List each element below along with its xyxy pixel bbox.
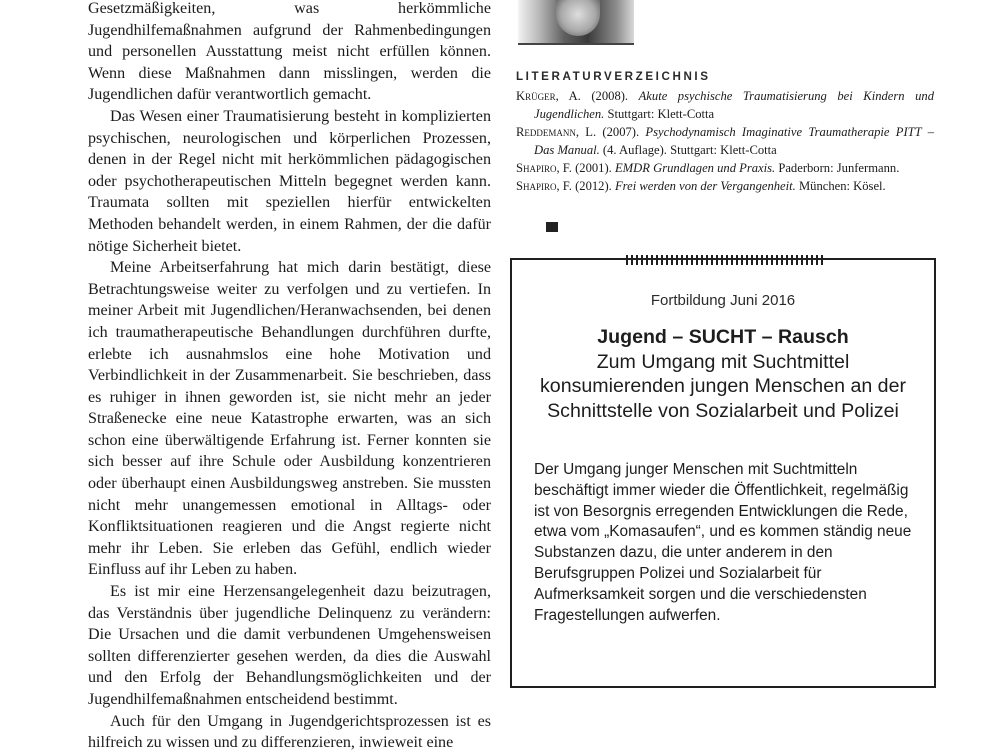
training-ad-box	[510, 258, 936, 688]
reference-title: Psychodynamisch Imaginative Traumatherapie PITT – Das Manual.	[534, 125, 934, 158]
references-list	[516, 87, 934, 196]
reference-publisher: (4. Auflage). Stuttgart: Klett-Cotta	[599, 143, 777, 158]
article-paragraph: Auch für den Umgang in Jugendgerichtsprozessen ist es hilfreich zu wissen und zu differenzieren, inwieweit eine	[88, 712, 491, 752]
article-column	[88, 0, 491, 752]
reference-author: Shapiro, F.	[516, 179, 572, 194]
reference-publisher: Stuttgart: Klett-Cotta	[604, 107, 715, 122]
reference-publisher: München: Kösel.	[795, 179, 886, 194]
reference-year: (2001).	[571, 161, 615, 176]
reference-year: (2012).	[571, 179, 615, 194]
reference-item	[516, 123, 934, 159]
ad-body: Der Umgang junger Menschen mit Suchtmitteln beschäftigt immer wieder die Öffentlichkeit, regelmäßig ist von Besorgnis erregenden Entwicklungen die Rede, etwa vom „Komasaufen“, und es kommen ständig neue Substanzen dazu, die unter anderem in den Berufsgruppen Polizei und Sozialarbeit für Aufmerksamkeit sorgen und die verschiedensten Fragestellungen aufwerfen.	[534, 461, 912, 624]
reference-item	[516, 159, 934, 177]
article-paragraph: Es ist mir eine Herzensangelegenheit dazu beizutragen, das Verständnis über jugendliche Delinquenz zu verändern: Die Ursachen und die damit verbundenen Umgehensweisen sollten differenzierter gesehen werden, da dies die Auswahl und den Erfolg der Behandlungsmöglichkeiten und der Jugendhilfemaßnahmen entscheidend bestimmt.	[88, 583, 491, 708]
reference-author: Krüger, A.	[516, 89, 581, 103]
references-heading: LITERATURVERZEICHNIS	[516, 70, 711, 83]
ad-eyebrow: Fortbildung Juni 2016	[650, 292, 796, 309]
reference-year: (2007).	[596, 125, 646, 140]
box-top-rule	[626, 255, 826, 265]
reference-author: Reddemann, L.	[516, 125, 597, 140]
reference-item	[516, 87, 934, 123]
reference-author: Shapiro, F.	[516, 161, 572, 176]
reference-item	[516, 177, 934, 195]
ad-subtitle: Zum Umgang mit Suchtmittel konsumierenden jungen Menschen an der Schnittstelle von Sozialarbeit und Polizei	[540, 351, 906, 422]
reference-title: Akute psychische Traumatisierung bei Kindern und Jugendlichen.	[534, 89, 934, 122]
article-paragraph: Gesetzmäßigkeiten, was herkömmliche Jugendhilfemaßnahmen aufgrund der Rahmenbedingungen und personellen Ausstattung meist nicht erfüllen können. Wenn diese Maßnahmen dann misslingen, werden die Jugendlichen dafür verantwortlich gemacht.	[88, 0, 491, 104]
reference-publisher: Paderborn: Junfermann.	[775, 161, 900, 176]
author-photo	[518, 0, 634, 45]
reference-title: EMDR Grundlagen und Praxis.	[614, 161, 776, 176]
author-photo-face	[556, 0, 600, 36]
article-paragraph: Meine Arbeitserfahrung hat mich darin bestätigt, diese Betrachtungsweise weiter zu verfolgen und zu vertiefen. In meiner Arbeit mit Jugendlichen/Heranwachsenden, bei denen ich traumatherapeutische Behandlungen durchführen durfte, erlebte ich ausnahmslos eine hohe Motivation und Verbindlichkeit in der Zusammenarbeit. Sie beschrieben, dass es ruhiger in ihnen geworden ist, sie nicht mehr an jeder Straßenecke eine neue Katastrophe erwarten, was an sich schon eine überwältigende Erfahrung ist. Ferner konnten sie sich besser auf ihre Schule oder Ausbildung konzentrieren oder überhaupt einen Ausbildungsweg anstreben. Sie mussten nicht mehr unangemessen emotional in Alltags- oder Konfliktsituationen reagieren und die Angst regierte nicht mehr ihr Leben. Sie erleben das Gefühl, endlich wieder Einfluss auf ihr Leben zu haben.	[88, 259, 491, 579]
reference-title: Frei werden von der Vergangenheit.	[614, 179, 796, 194]
reference-year: (2008).	[580, 89, 639, 103]
ad-headline: Jugend – SUCHT – Rausch	[597, 326, 849, 348]
article-end-mark	[546, 222, 558, 232]
article-paragraph: Das Wesen einer Traumatisierung besteht in komplizierten psychischen, neurologischen und körperlichen Prozessen, denen in der Regel nicht mit herkömmlichen pädagogischen oder psychotherapeutischen Mitteln begegnet werden kann. Traumata sollten mit speziellen hierfür entwickelten Methoden behandelt werden, in einem Rahmen, der die dafür nötige Sicherheit bietet.	[88, 107, 491, 255]
